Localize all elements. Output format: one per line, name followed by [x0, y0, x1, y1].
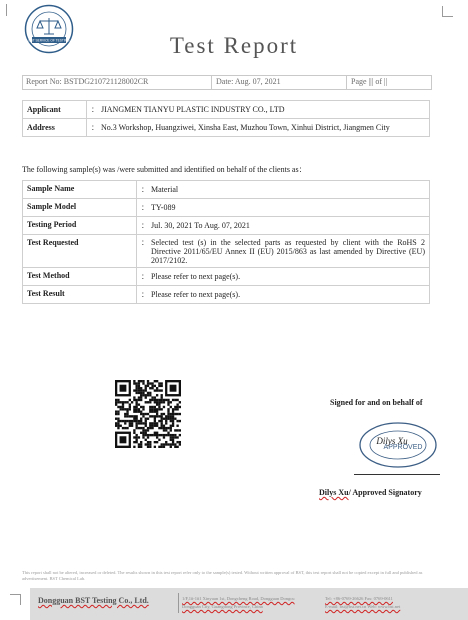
- table-row: [23, 235, 430, 268]
- row-value-cell: ： Jul. 30, 2021 To Aug. 07, 2021: [137, 217, 430, 235]
- row-value-cell: ： Please refer to next page(s).: [137, 268, 430, 286]
- signatory-role: / Approved Signatory: [348, 488, 422, 497]
- footer-contact: Tel: +86-0769-26626 Fax: 0769-0611 E-mail: bst@bst.net.cn Web: www.bst.net: [325, 596, 401, 609]
- address-value: No.3 Workshop, Huangziwei, Xinsha East, Muzhou Town, Xinhui District, Jiangmen City: [101, 123, 390, 132]
- crop-mark-top-right: [442, 6, 453, 17]
- row-label: Sample Model: [23, 199, 137, 217]
- row-label: Test Method: [23, 268, 137, 286]
- row-value: Please refer to next page(s).: [151, 290, 241, 299]
- row-label: Sample Name: [23, 181, 137, 199]
- qr-code: [115, 380, 181, 448]
- table-row: [23, 217, 430, 235]
- svg-text:APPROVED: APPROVED: [383, 444, 423, 451]
- row-value: Material: [151, 185, 179, 194]
- row-value-cell: ： Please refer to next page(s).: [137, 286, 430, 304]
- table-row: [23, 286, 430, 304]
- footer-address: 1/F,1#-1#1 Xinyuan 1st, Dongcheng Road, Dongguan Dongcu Dongguan City, Guangdong Province, China: [182, 596, 295, 609]
- row-value-cell: ： Selected test (s) in the selected parts as requested by client with the RoHS 2 Directive 2011/65/EU Annex II (EU) 2015/863 as last amended by Directive (EU) 2017/2102.: [137, 235, 430, 268]
- report-number: Report No: BSTDG210721128002CR: [26, 77, 149, 86]
- table-row: [23, 181, 430, 199]
- signed-on-behalf-text: Signed for and on behalf of: [330, 398, 423, 407]
- approved-stamp: [356, 420, 440, 470]
- signature-line: [354, 474, 440, 475]
- row-label: Test Result: [23, 286, 137, 304]
- report-date: Date: Aug. 07, 2021: [216, 77, 281, 86]
- page-indicator: Page ||| of ||: [351, 77, 388, 86]
- sample-info-table: [22, 180, 430, 304]
- applicant-value: JIANGMEN TIANYU PLASTIC INDUSTRY CO., LTD: [101, 105, 285, 114]
- row-value: Jul. 30, 2021 To Aug. 07, 2021: [151, 221, 250, 230]
- page-title: Test Report: [169, 33, 299, 58]
- signatory-name: Dilys Xu: [319, 488, 349, 497]
- address-value-cell: ： No.3 Workshop, Huangziwei, Xinsha East, Muzhou Town, Xinhui District, Jiangmen City: [87, 119, 430, 137]
- footer-bar: [30, 588, 468, 620]
- approved-signatory: [319, 488, 422, 497]
- svg-text:BST SERVICE OF TESTING: BST SERVICE OF TESTING: [28, 38, 70, 43]
- crop-mark-top-left: [6, 4, 17, 16]
- disclaimer-text: This report shall not be altered, increased or deleted. The results shown in this test report refer only to the sample(s) tested. Without written approval of BST, this test report shall not be copied except in full and published as advertisement. BST Chemical Lab.: [22, 570, 423, 581]
- applicant-value-cell: ： JIANGMEN TIANYU PLASTIC INDUSTRY CO., LTD: [87, 101, 430, 119]
- intro-text: The following sample(s) was /were submitted and identified on behalf of the clients as：: [22, 165, 307, 174]
- row-value-cell: ： TY-089: [137, 199, 430, 217]
- handwritten-signature: Dilys Xu: [376, 436, 408, 446]
- scales-icon: [37, 18, 61, 34]
- applicant-table: [22, 100, 430, 137]
- row-label: Testing Period: [23, 217, 137, 235]
- row-value: Selected test (s) in the selected parts as requested by client with the RoHS 2 Directive 2011/65/EU Annex II (EU) 2015/863 as last amended by Directive (EU) 2017/2102.: [151, 238, 425, 265]
- row-value: Please refer to next page(s).: [151, 272, 241, 281]
- address-label: Address: [23, 119, 87, 137]
- table-row: [23, 199, 430, 217]
- row-value-cell: ： Material: [137, 181, 430, 199]
- footer-company-name: Dongguan BST Testing Co., Ltd.: [38, 596, 149, 605]
- applicant-label: Applicant: [23, 101, 87, 119]
- row-label: Test Requested: [23, 235, 137, 268]
- report-meta-bar: [22, 75, 432, 90]
- table-row: [23, 268, 430, 286]
- crop-mark-bottom-left: [10, 594, 21, 605]
- row-value: TY-089: [151, 203, 176, 212]
